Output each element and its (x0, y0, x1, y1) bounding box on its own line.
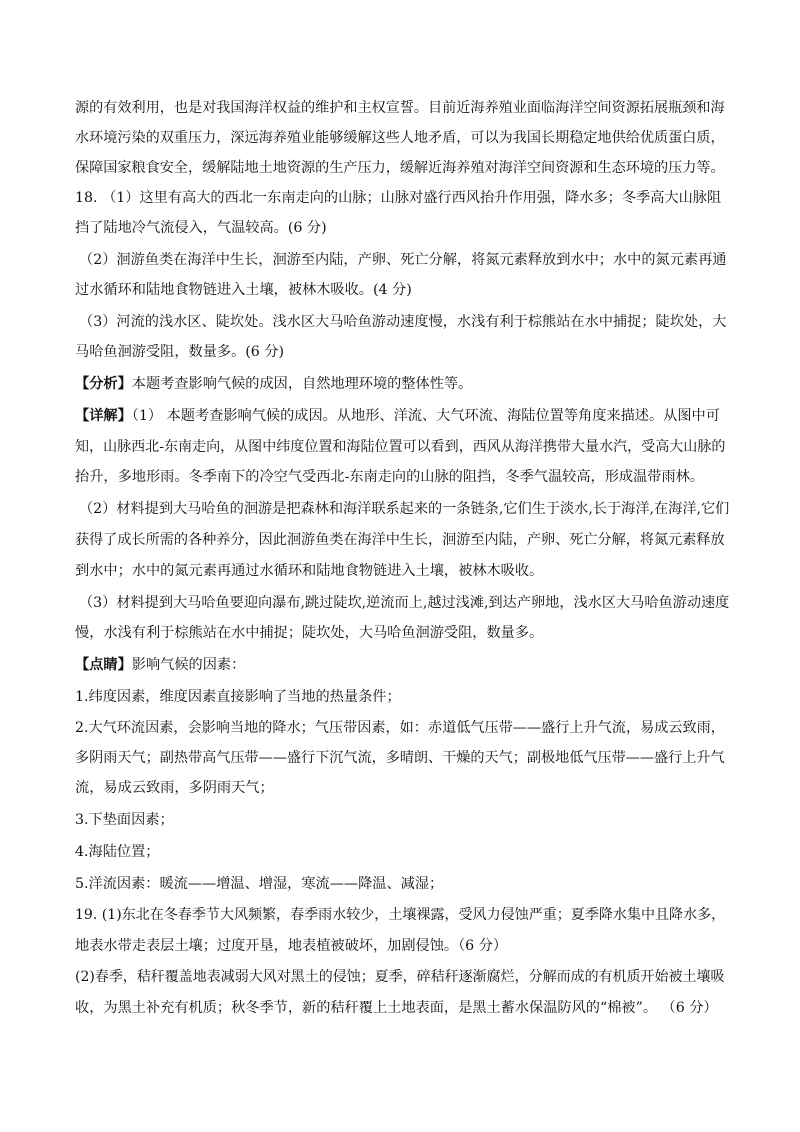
text-line: 5.洋流因素：暖流——增温、增湿，寒流——降温、减湿； (75, 876, 444, 892)
detail-section: 【详解】（1） 本题考查影响气候的成因。从地形、洋流、大气环流、海陆位置等角度来描述。从图中可 (75, 408, 720, 424)
text-line: （3）河流的浅水区、陡坎处。浅水区大马哈鱼游动速度慢，水浅有利于棕熊站在水中捕捉；陡坎处，大 (79, 314, 727, 330)
text-line: 收，为黑土补充有机质；秋冬季节，新的秸秆覆上土地表面，是黑土蓄水保温防风的“棉被”。 （6 分） (75, 1000, 718, 1016)
text-line: (2)春季，秸秆覆盖地表减弱大风对黑土的侵蚀；夏季，碎秸秆逐渐腐烂，分解而成的有机质开始被土壤吸 (75, 969, 725, 985)
text-line: 获得了成长所需的各种养分，因此洄游鱼类在海洋中生长，洄游至内陆，产卵、死亡分解，将氮元素释放 (75, 532, 725, 548)
text-line: 保障国家粮食安全，缓解陆地土地资源的生产压力，缓解近海养殖对海洋空间资源和生态环境的压力等。 (75, 160, 725, 176)
text-line: 1.纬度因素，维度因素直接影响了当地的热量条件； (75, 689, 401, 705)
text-line: 过水循环和陆地食物链进入土壤，被林木吸收。(4 分) (75, 282, 412, 298)
text-line: 挡了陆地冷气流侵入，气温较高。(6 分) (75, 220, 327, 236)
text-line: 2.大气环流因素，会影响当地的降水；气压带因素，如：赤道低气压带——盛行上升气流，易成云致雨， (75, 720, 725, 736)
text-line: 多阴雨天气；副热带高气压带——盛行下沉气流，多晴朗、干燥的天气；副极地低气压带——盛行上升气 (75, 750, 725, 766)
text-line: 知，山脉西北-东南走向，从图中纬度位置和海陆位置可以看到，西风从海洋携带大量水汽，受高大山脉的 (75, 439, 726, 455)
text-line: 慢，水浅有利于棕熊站在水中捕捉；陡坎处，大马哈鱼洄游受阻，数量多。 (75, 625, 544, 641)
analysis-section: 【分析】本题考查影响气候的成因，自然地理环境的整体性等。 (75, 376, 473, 392)
text-line: 马哈鱼洄游受阻，数量多。(6 分) (75, 344, 285, 360)
text-line: 抬升，多地形雨。冬季南下的冷空气受西北-东南走向的山脉的阻挡，冬季气温较高，形成温带雨林。 (75, 469, 705, 485)
text-line: （3）材料提到大马哈鱼要迎向瀑布,跳过陡坎,逆流而上,越过浅滩,到达产卵地，浅水区大马哈鱼游动速度 (79, 595, 730, 611)
text-line: 4.海陆位置； (75, 844, 160, 860)
tip-section: 【点睛】影响气候的因素： (75, 657, 246, 673)
tip-label: 【点睛】 (75, 657, 132, 673)
text-line: 源的有效利用，也是对我国海洋权益的维护和主权宣誓。目前近海养殖业面临海洋空间资源拓展瓶颈和海 (75, 100, 725, 116)
question-19-heading: 19. (1)东北在冬春季节大风频繁，春季雨水较少，土壤裸露，受风力侵蚀严重；夏季降水集中且降水多， (75, 907, 726, 923)
text-line: 到水中；水中的氮元素再通过水循环和陆地食物链进入土壤，被林木吸收。 (75, 563, 544, 579)
text-line: （2）洄游鱼类在海洋中生长，洄游至内陆，产卵、死亡分解，将氮元素释放到水中；水中的氮元素再通 (79, 252, 727, 268)
text-line: 3.下垫面因素； (75, 812, 174, 828)
text-line: （2）材料提到大马哈鱼的洄游是把森林和海洋联系起来的一条链条,它们生于淡水,长于海洋,在海洋,它们 (79, 501, 730, 517)
question-18-heading: 18. （1）这里有高大的西北一东南走向的山脉；山脉对盛行西风抬升作用强，降水多；冬季高大山脉阻 (75, 190, 722, 206)
text-line: 地表水带走表层土壤；过度开垦，地表植被破坏，加剧侵蚀。（6 分） (75, 938, 508, 954)
analysis-label: 【分析】 (75, 376, 132, 392)
text-line: 水环境污染的双重压力，深远海养殖业能够缓解这些人地矛盾，可以为我国长期稳定地供给优质蛋白质， (75, 130, 725, 146)
text-line: 流，易成云致雨，多阴雨天气； (75, 780, 274, 796)
detail-label: 【详解】 (75, 408, 132, 424)
